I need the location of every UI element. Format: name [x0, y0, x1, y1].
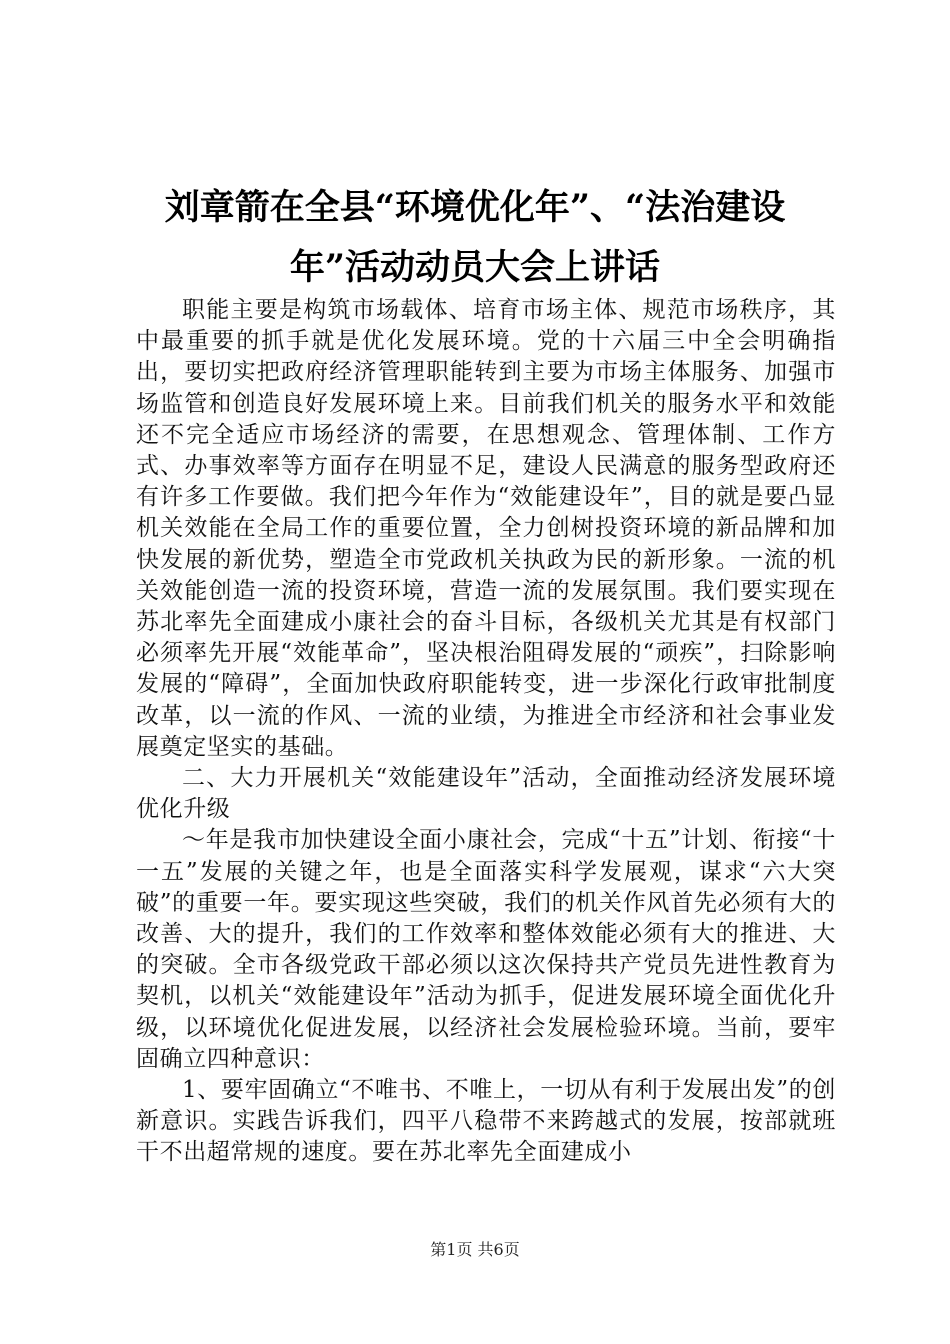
paragraph-3: ～年是我市加快建设全面小康社会，完成“十五”计划、衔接“十一五”发展的关键之年，也是全面落实科学发展观，谋求“六大突破”的重要一年。要实现这些突破，我们的机关作风首先必须有大的改善、大的提升，我们的工作效率和整体效能必须有大的推进、大的突破。全市各级党政干部必须以这次保持共产党员先进性教育为契机，以机关“效能建设年”活动为抓手，促进发展环境全面优化升级，以环境优化促进发展，以经济社会发展检验环境。当前，要牢固确立四种意识： [136, 827, 836, 1072]
document-body [136, 295, 836, 1169]
section-heading-2: 二、大力开展机关“效能建设年”活动，全面推动经济发展环境优化升级 [136, 765, 836, 823]
title-line-1: 刘章箭在全县“环境优化年”、“法治建设 [164, 187, 786, 228]
paragraph-4: 1、要牢固确立“不唯书、不唯上，一切从有利于发展出发”的创新意识。实践告诉我们，四平八稳带不来跨越式的发展，按部就班干不出超常规的速度。要在苏北率先全面建成小 [136, 1077, 836, 1166]
document-title [110, 178, 840, 298]
page-footer: 第1页 共6页 [430, 1240, 520, 1259]
paragraph-1: 职能主要是构筑市场载体、培育市场主体、规范市场秩序，其中最重要的抓手就是优化发展环境。党的十六届三中全会明确指出，要切实把政府经济管理职能转到主要为市场主体服务、加强市场监管和创造良好发展环境上来。目前我们机关的服务水平和效能还不完全适应市场经济的需要，在思想观念、管理体制、工作方式、办事效率等方面存在明显不足，建设人民满意的服务型政府还有许多工作要做。我们把今年作为“效能建设年”，目的就是要凸显机关效能在全局工作的重要位置，全力创树投资环境的新品牌和加快发展的新优势，塑造全市党政机关执政为民的新形象。一流的机关效能创造一流的投资环境，营造一流的发展氛围。我们要实现在苏北率先全面建成小康社会的奋斗目标，各级机关尤其是有权部门必须率先开展“效能革命”，坚决根治阻碍发展的“顽疾”，扫除影响发展的“障碍”，全面加快政府职能转变，进一步深化行政审批制度改革，以一流的作风、一流的业绩，为推进全市经济和社会事业发展奠定坚实的基础。 [136, 297, 836, 760]
title-line-2: 年”活动动员大会上讲话 [289, 247, 661, 288]
